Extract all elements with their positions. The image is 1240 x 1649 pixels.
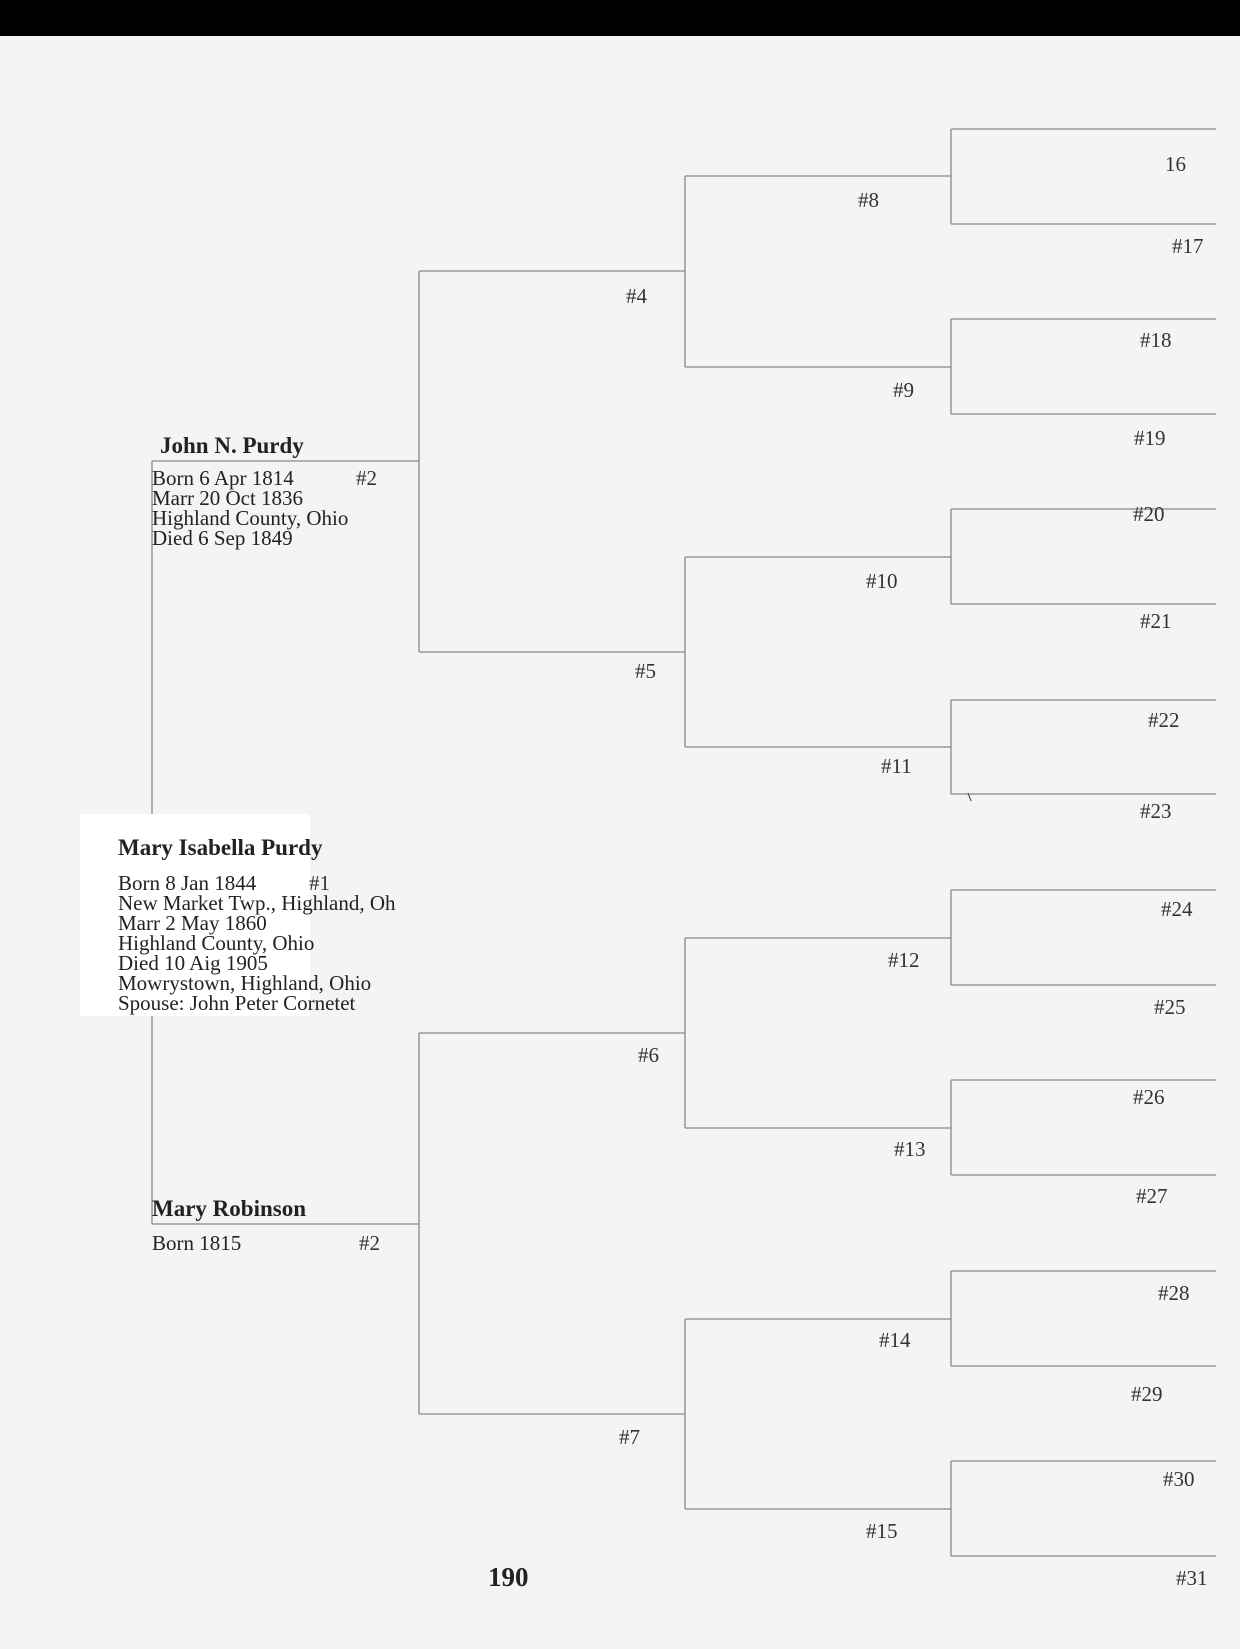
ancestor-17-label: #17 <box>1172 234 1204 258</box>
ancestor-28-label: #28 <box>1158 1281 1190 1305</box>
ancestor-25-label: #25 <box>1154 995 1186 1019</box>
ancestor-13-label: #13 <box>894 1137 926 1161</box>
ancestor-18-label: #18 <box>1140 328 1172 352</box>
ancestor-9-label: #9 <box>893 378 914 402</box>
person1-name: Mary Isabella Purdy <box>118 835 323 860</box>
ancestor-7-label: #7 <box>619 1425 640 1449</box>
ancestor-22-label: #22 <box>1148 708 1180 732</box>
ancestor-27-label: #27 <box>1136 1184 1168 1208</box>
ancestor-30-label: #30 <box>1163 1467 1195 1491</box>
ancestor-11-label: #11 <box>881 754 912 778</box>
ancestor-8-label: #8 <box>858 188 879 212</box>
father-marriage: Marr 20 Oct 1836 <box>152 486 304 510</box>
mother-name: Mary Robinson <box>152 1196 306 1221</box>
ancestor-26-label: #26 <box>1133 1085 1165 1109</box>
ancestor-15-label: #15 <box>866 1519 898 1543</box>
ancestor-12-label: #12 <box>888 948 920 972</box>
ancestor-20-label: #20 <box>1133 502 1165 526</box>
ancestor-21-label: #21 <box>1140 609 1172 633</box>
father-number: #2 <box>356 466 377 490</box>
ancestor-10-label: #10 <box>866 569 898 593</box>
ancestor-5-label: #5 <box>635 659 656 683</box>
person1-number: #1 <box>309 871 330 895</box>
person1-spouse: Spouse: John Peter Cornetet <box>118 991 356 1015</box>
ancestor-6-label: #6 <box>638 1043 659 1067</box>
person1-birth-place: New Market Twp., Highland, Oh <box>118 891 396 915</box>
father-place: Highland County, Ohio <box>152 506 349 530</box>
ancestor-29-label: #29 <box>1131 1382 1163 1406</box>
mother-number: #2 <box>359 1231 380 1255</box>
ancestor-23-label: #23 <box>1140 799 1172 823</box>
ancestor-19-label: #19 <box>1134 426 1166 450</box>
ancestor-24-label: #24 <box>1161 897 1193 921</box>
father-died: Died 6 Sep 1849 <box>152 526 293 550</box>
ancestor-16-label: 16 <box>1165 152 1186 176</box>
person1-death-place: Mowrystown, Highland, Ohio <box>118 971 372 995</box>
father-born: Born 6 Apr 1814 <box>152 466 294 490</box>
person1-marriage-place: Highland County, Ohio <box>118 931 315 955</box>
ancestor-4-label: #4 <box>626 284 647 308</box>
person1-died: Died 10 Aig 1905 <box>118 951 268 975</box>
ancestor-14-label: #14 <box>879 1328 911 1352</box>
father-name: John N. Purdy <box>160 433 304 458</box>
page-number: 190 <box>488 1562 529 1592</box>
person1-born: Born 8 Jan 1844 <box>118 871 257 895</box>
person1-marriage: Marr 2 May 1860 <box>118 911 267 935</box>
ancestor-31-label: #31 <box>1176 1566 1208 1590</box>
mother-born: Born 1815 <box>152 1231 242 1255</box>
